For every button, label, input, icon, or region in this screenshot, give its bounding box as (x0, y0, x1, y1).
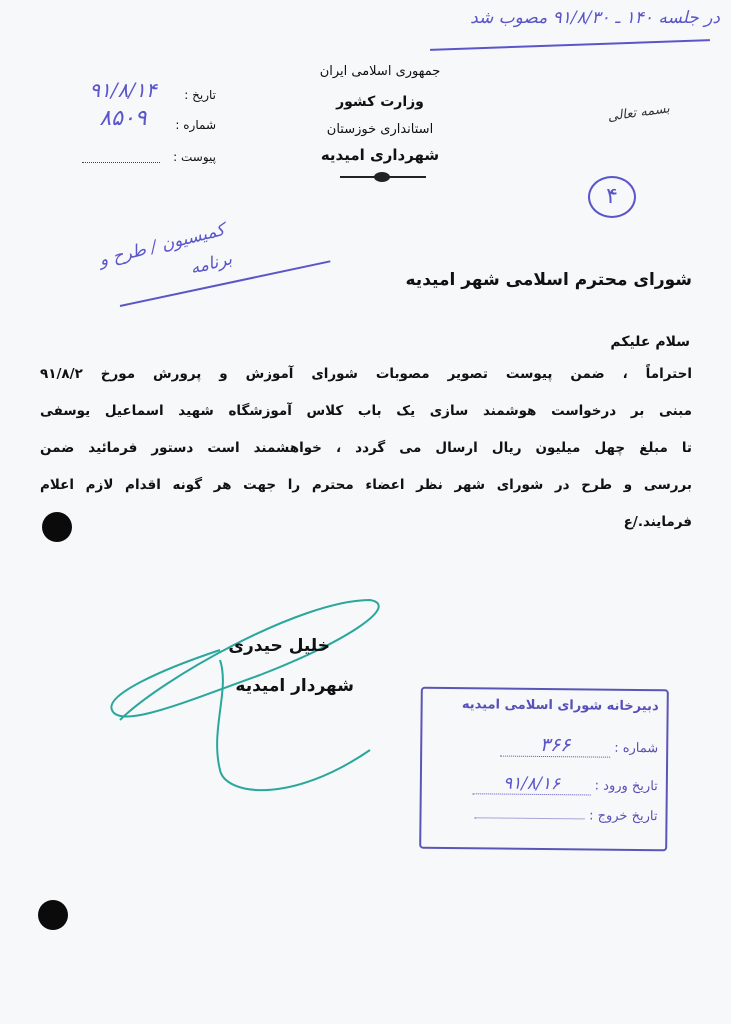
punch-hole-lower (38, 900, 68, 930)
date-value: ۹۱/۸/۱۴ (89, 78, 157, 102)
body-line: مبنی بر درخواست هوشمند سازی یک باب کلاس آموزشگاه شهید اسماعیل یوسفی (40, 403, 692, 419)
punch-hole-upper (42, 512, 72, 542)
handwritten-top-note: در جلسه ۱۴۰ ـ ۹۱/۸/۳۰ مصوب شد (470, 8, 720, 28)
stamp-entry-row (430, 773, 658, 796)
stamp-number-label: شماره : (614, 740, 659, 757)
signatory-name: خلیل حیدری (228, 636, 330, 656)
body-line: تا مبلغ چهل میلیون ریال ارسال می گردد ، خواهشمند است دستور فرمائید ضمن (40, 440, 692, 456)
header-municipality: شهرداری امیدیه (320, 146, 440, 164)
signatory-title: شهردار امیدیه (235, 676, 354, 696)
attachment-dots (82, 162, 160, 163)
handwritten-left-note: کمیسیون / طرح و برنامه (97, 220, 235, 279)
secretariat-stamp (419, 687, 669, 852)
top-note-underline (430, 39, 710, 51)
stamp-exit-row (429, 807, 657, 824)
stamp-entry-value: ۹۱/۸/۱۶ (472, 773, 590, 795)
body-line: احتراماً ، ضمن پیوست تصویر مصوبات شورای آموزش و پرورش مورخ ۹۱/۸/۲ (40, 366, 692, 382)
header-ornament-dot (374, 172, 390, 182)
stamp-title: دبیرخانه شورای اسلامی امیدیه (461, 697, 659, 715)
header-province: استانداری خوزستان (326, 122, 434, 137)
attachment-label: پیوست : (173, 150, 216, 164)
greeting: سلام علیکم (610, 334, 690, 350)
body-line: بررسی و طرح در شورای شهر نظر اعضاء محترم را جهت هر گونه اقدام لازم اعلام (40, 477, 692, 493)
bismillah: بسمه تعالی (606, 101, 671, 125)
stamp-number-row (430, 733, 658, 758)
body-line: فرمایند./ع (623, 514, 692, 530)
stamp-number-value: ۳۶۶ (500, 734, 610, 758)
number-label: شماره : (175, 118, 216, 132)
header-ministry: وزارت کشور (336, 94, 424, 110)
date-label: تاریخ : (184, 88, 216, 102)
stamp-exit-label: تاریخ خروج : (589, 808, 658, 825)
addressee: شورای محترم اسلامی شهر امیدیه (405, 270, 692, 290)
circled-number: ۴ (588, 176, 636, 218)
header-country: جمهوری اسلامی ایران (319, 64, 441, 79)
stamp-entry-label: تاریخ ورود : (594, 778, 658, 795)
stamp-exit-dots (475, 817, 585, 819)
letter-body (40, 356, 692, 541)
number-value: ۸۵۰۹ (99, 106, 147, 131)
